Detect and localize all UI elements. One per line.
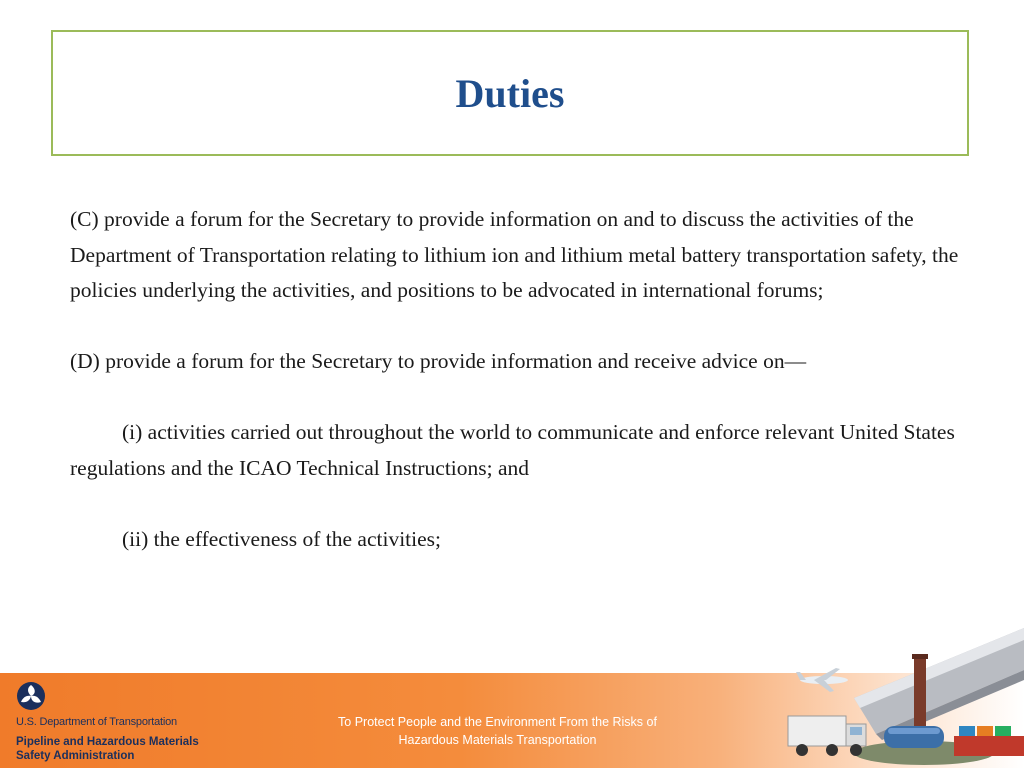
agency-line-2: Safety Administration — [16, 750, 135, 762]
truck-icon — [788, 716, 866, 756]
paragraph-d: (D) provide a forum for the Secretary to provide information and receive advice on— — [70, 349, 807, 373]
airplane-icon — [796, 668, 848, 692]
agency-name — [16, 735, 199, 763]
tagline-line-2: Hazardous Materials Transportation — [398, 733, 597, 747]
transportation-collage-icon — [784, 628, 1024, 768]
tagline-line-1: To Protect People and the Environment From the Risks of — [338, 715, 657, 729]
slide-body — [70, 202, 970, 593]
dot-logo-icon — [16, 681, 46, 711]
dot-label: U.S. Department of Transportation — [16, 716, 177, 728]
footer-tagline — [300, 713, 695, 749]
paragraph-c: (C) provide a forum for the Secretary to provide information on and to discuss the activities of the Department of Transportation relating to lithium ion and lithium metal battery transportation safety, the policies underlying the activities, and positions to be advocated in international forums; — [70, 207, 959, 302]
paragraph-d-i: (i) activities carried out throughout the world to communicate and enforce relevant United States regulations and the ICAO Technical Instructions; and — [70, 420, 955, 480]
slide-title: Duties — [455, 70, 565, 116]
paragraph-d-ii: (ii) the effectiveness of the activities; — [122, 526, 441, 551]
title-box — [51, 30, 969, 156]
agency-line-1: Pipeline and Hazardous Materials — [16, 736, 199, 748]
